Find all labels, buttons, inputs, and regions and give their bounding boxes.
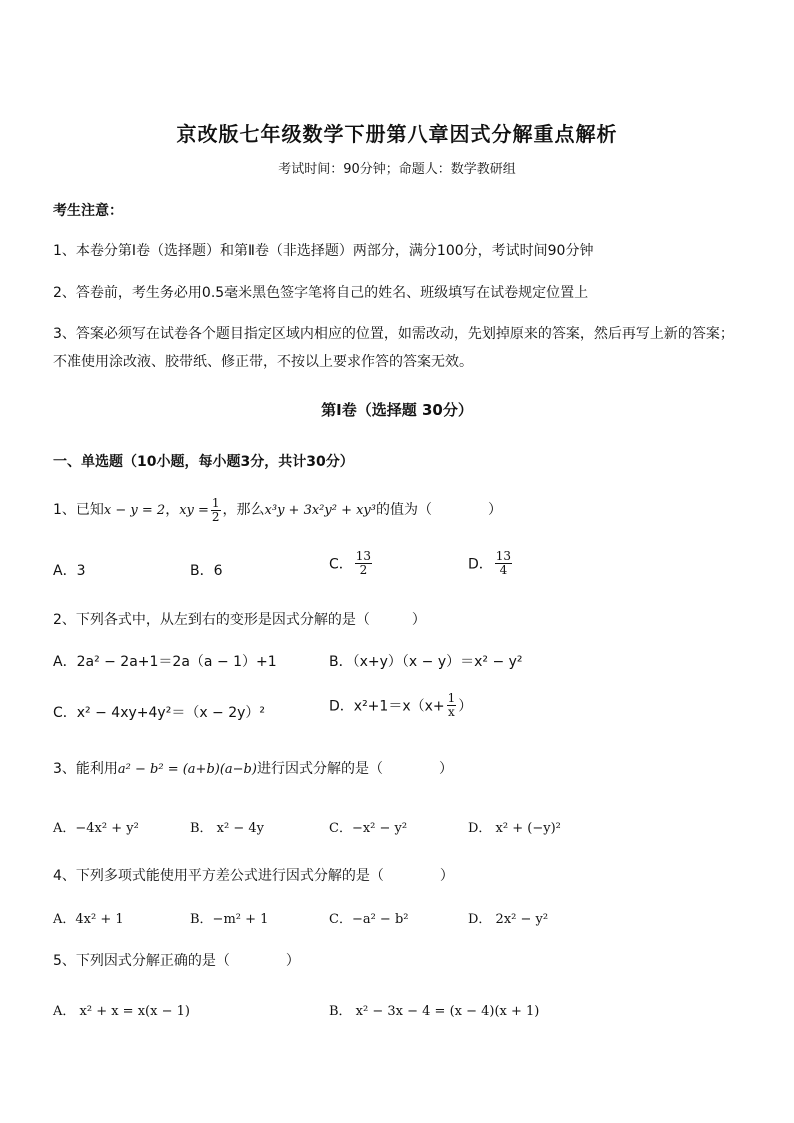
q2-option-d-fraction	[447, 692, 457, 719]
q1-option-c	[329, 550, 374, 577]
q4-option-a: A．4x² + 1	[53, 912, 124, 927]
q2-d-den: x	[448, 705, 455, 719]
q1-prefix: 1、已知	[53, 502, 104, 518]
q1-mid: ，那么	[222, 502, 265, 518]
question-2-stem: 2、下列各式中，从左到右的变形是因式分解的是（ ）	[53, 612, 426, 628]
q3-suffix: 进行因式分解的是（ ）	[256, 761, 453, 777]
q2-option-d	[329, 692, 472, 719]
q2-option-d-prefix: D．x²+1＝x（x+	[329, 698, 445, 715]
q1-frac-den: 2	[211, 509, 220, 524]
q1-option-c-fraction	[355, 550, 372, 577]
notice-item-2: 2、答卷前，考生务必用0.5毫米黑色签字笔将自己的姓名、班级填写在试卷规定位置上	[53, 285, 589, 301]
q2-option-b: B．（x+y）（x − y）＝x² − y²	[329, 654, 523, 670]
q1-c-num: 13	[355, 549, 372, 563]
q5-option-b: B． x² − 3x − 4 = (x − 4)(x + 1)	[329, 1004, 540, 1019]
q1-option-a: A．3	[53, 563, 86, 579]
q1-d-num: 13	[495, 549, 512, 563]
q5-option-a: A． x² + x = x(x − 1)	[53, 1004, 190, 1019]
question-1-stem	[53, 494, 502, 527]
notice-heading: 考生注意：	[53, 203, 123, 219]
q1-option-b: B．6	[190, 563, 223, 579]
q1-option-c-label: C．	[329, 556, 353, 573]
q1-option-d-label: D．	[468, 556, 493, 573]
q4-option-b: B．−m² + 1	[190, 912, 269, 927]
q1-frac-num: 1	[211, 495, 220, 510]
page-title: 京改版七年级数学下册第八章因式分解重点解析	[176, 122, 618, 146]
q1-separator: ，	[165, 502, 180, 518]
notice-item-1: 1、本卷分第Ⅰ卷（选择题）和第Ⅱ卷（非选择题）两部分，满分100分，考试时间90分钟	[53, 243, 594, 259]
q1-suffix: 的值为（ ）	[376, 502, 502, 518]
q3-option-c: C．−x² − y²	[329, 821, 408, 836]
question-4-stem: 4、下列多项式能使用平方差公式进行因式分解的是（ ）	[53, 868, 454, 884]
q1-expression: x³y + 3x²y² + xy³	[264, 503, 376, 518]
part-title: 一、单选题（10小题，每小题3分，共计30分）	[53, 454, 354, 470]
q3-option-b: B． x² − 4y	[190, 821, 265, 836]
question-3-stem	[53, 758, 453, 778]
q1-d-den: 4	[499, 563, 508, 577]
q2-option-d-suffix: ）	[458, 698, 473, 715]
q1-c-den: 2	[359, 563, 368, 577]
q2-d-num: 1	[447, 691, 456, 705]
q3-option-a: A．−4x² + y²	[53, 821, 139, 836]
q2-option-c: C．x² − 4xy+4y²＝（x − 2y）²	[53, 705, 266, 721]
q4-option-d: D． 2x² − y²	[468, 912, 549, 927]
notice-item-3: 3、答案必须写在试卷各个题目指定区域内相应的位置，如需改动，先划掉原来的答案，然后再写上新的答案；不准使用涂改液、胶带纸、修正带，不按以上要求作答的答案无效。	[53, 326, 734, 370]
q1-option-d-fraction	[495, 550, 512, 577]
q3-prefix: 3、能利用	[53, 761, 118, 777]
q1-condition-1: x − y = 2	[103, 503, 166, 518]
q1-option-d	[468, 550, 514, 577]
q4-option-c: C．−a² − b²	[329, 912, 409, 927]
section-title: 第Ⅰ卷（选择题 30分）	[321, 401, 473, 419]
q3-formula: a² − b² = (a+b)(a−b)	[117, 762, 257, 777]
q2-option-a: A．2a² − 2a+1＝2a（a − 1）+1	[53, 654, 277, 670]
q3-option-d: D． x² + (−y)²	[468, 821, 561, 836]
question-5-stem: 5、下列因式分解正确的是（ ）	[53, 953, 300, 969]
q1-condition-2: xy =	[179, 503, 209, 518]
q1-fraction	[211, 497, 221, 524]
exam-info: 考试时间：90分钟；命题人：数学教研组	[278, 162, 516, 177]
